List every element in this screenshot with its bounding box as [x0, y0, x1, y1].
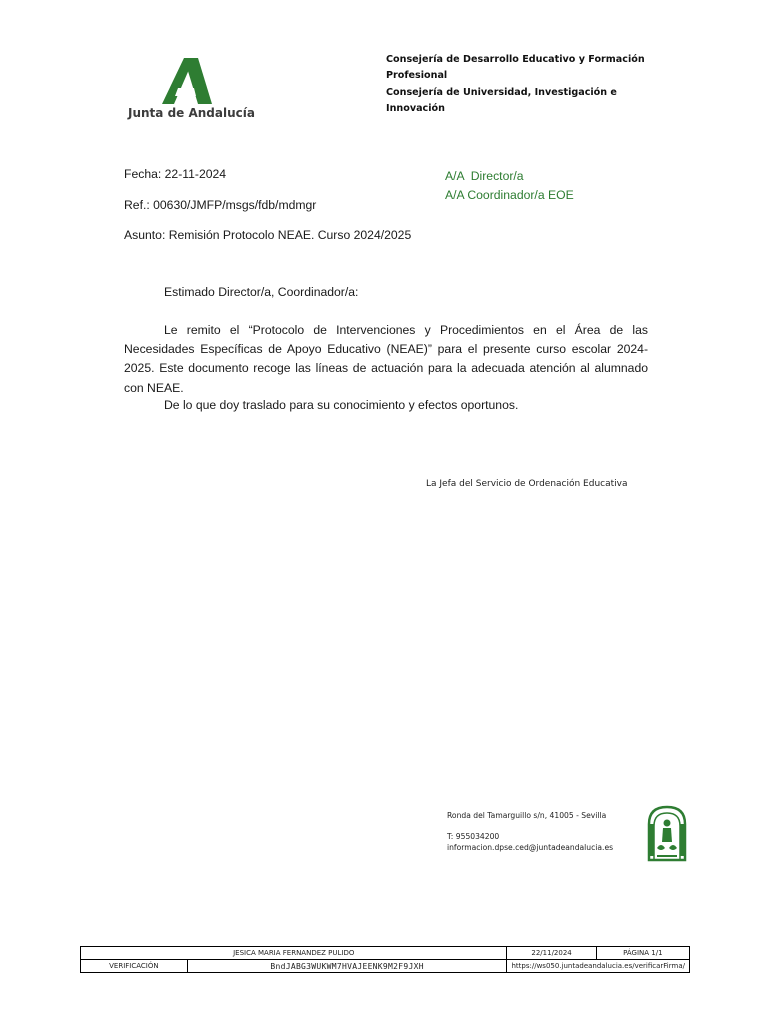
verification-code-cell: BndJABG3WUKWM7HVAJEENK9M2F9JXH — [187, 960, 507, 973]
verification-row-1 — [81, 947, 690, 960]
sign-date-cell: 22/11/2024 — [507, 947, 596, 960]
logo-a-icon — [154, 56, 214, 106]
recipient-director: A/A Director/a — [445, 169, 524, 183]
signer-cell: JESICA MARIA FERNANDEZ PULIDO — [81, 947, 507, 960]
date-line: Fecha: 22-11-2024 — [124, 167, 227, 181]
verification-table — [80, 946, 690, 973]
logo-text: Junta de Andalucía — [128, 106, 255, 120]
subject-line: Asunto: Remisión Protocolo NEAE. Curso 2024/2025 — [124, 228, 412, 242]
recipients — [445, 167, 574, 205]
greeting: Estimado Director/a, Coordinador/a: — [164, 285, 359, 299]
address-email: informacion.dpse.ced@juntadeandalucia.es — [447, 843, 614, 852]
body-paragraph-2: De lo que doy traslado para su conocimiento y efectos oportunos. — [164, 398, 519, 412]
department-header — [386, 52, 656, 118]
address-phone: T: 955034200 — [447, 832, 500, 841]
signature-role: La Jefa del Servicio de Ordenación Educativa — [426, 479, 628, 489]
footer-address — [447, 810, 613, 853]
body-paragraph-1: Le remito el “Protocolo de Intervenciones y Procedimientos en el Área de las Necesidades Específicas de Apoyo Educativo (NEAE)” para el presente curso escolar 2024-2025. Este documento recoge las líneas de actuación para la adecuada atención al alumnado con NEAE. — [124, 323, 648, 395]
verification-url-cell[interactable]: https://ws050.juntadeandalucia.es/verificarFirma/ — [507, 960, 690, 973]
department-1: Consejería de Desarrollo Educativo y Formación Profesional — [386, 54, 645, 81]
verification-label-cell: VERIFICACIÓN — [81, 960, 188, 973]
andalucia-seal-icon — [645, 804, 689, 862]
page-number-cell: PÁGINA 1/1 — [596, 947, 689, 960]
reference-line: Ref.: 00630/JMFP/msgs/fdb/mdmgr — [124, 198, 317, 212]
address-street: Ronda del Tamarguillo s/n, 41005 - Sevilla — [447, 811, 607, 820]
recipient-coordinator: A/A Coordinador/a EOE — [445, 188, 574, 202]
department-2: Consejería de Universidad, Investigación e Innovación — [386, 87, 617, 114]
verification-row-2 — [81, 960, 690, 973]
junta-andalucia-logo — [122, 50, 255, 126]
